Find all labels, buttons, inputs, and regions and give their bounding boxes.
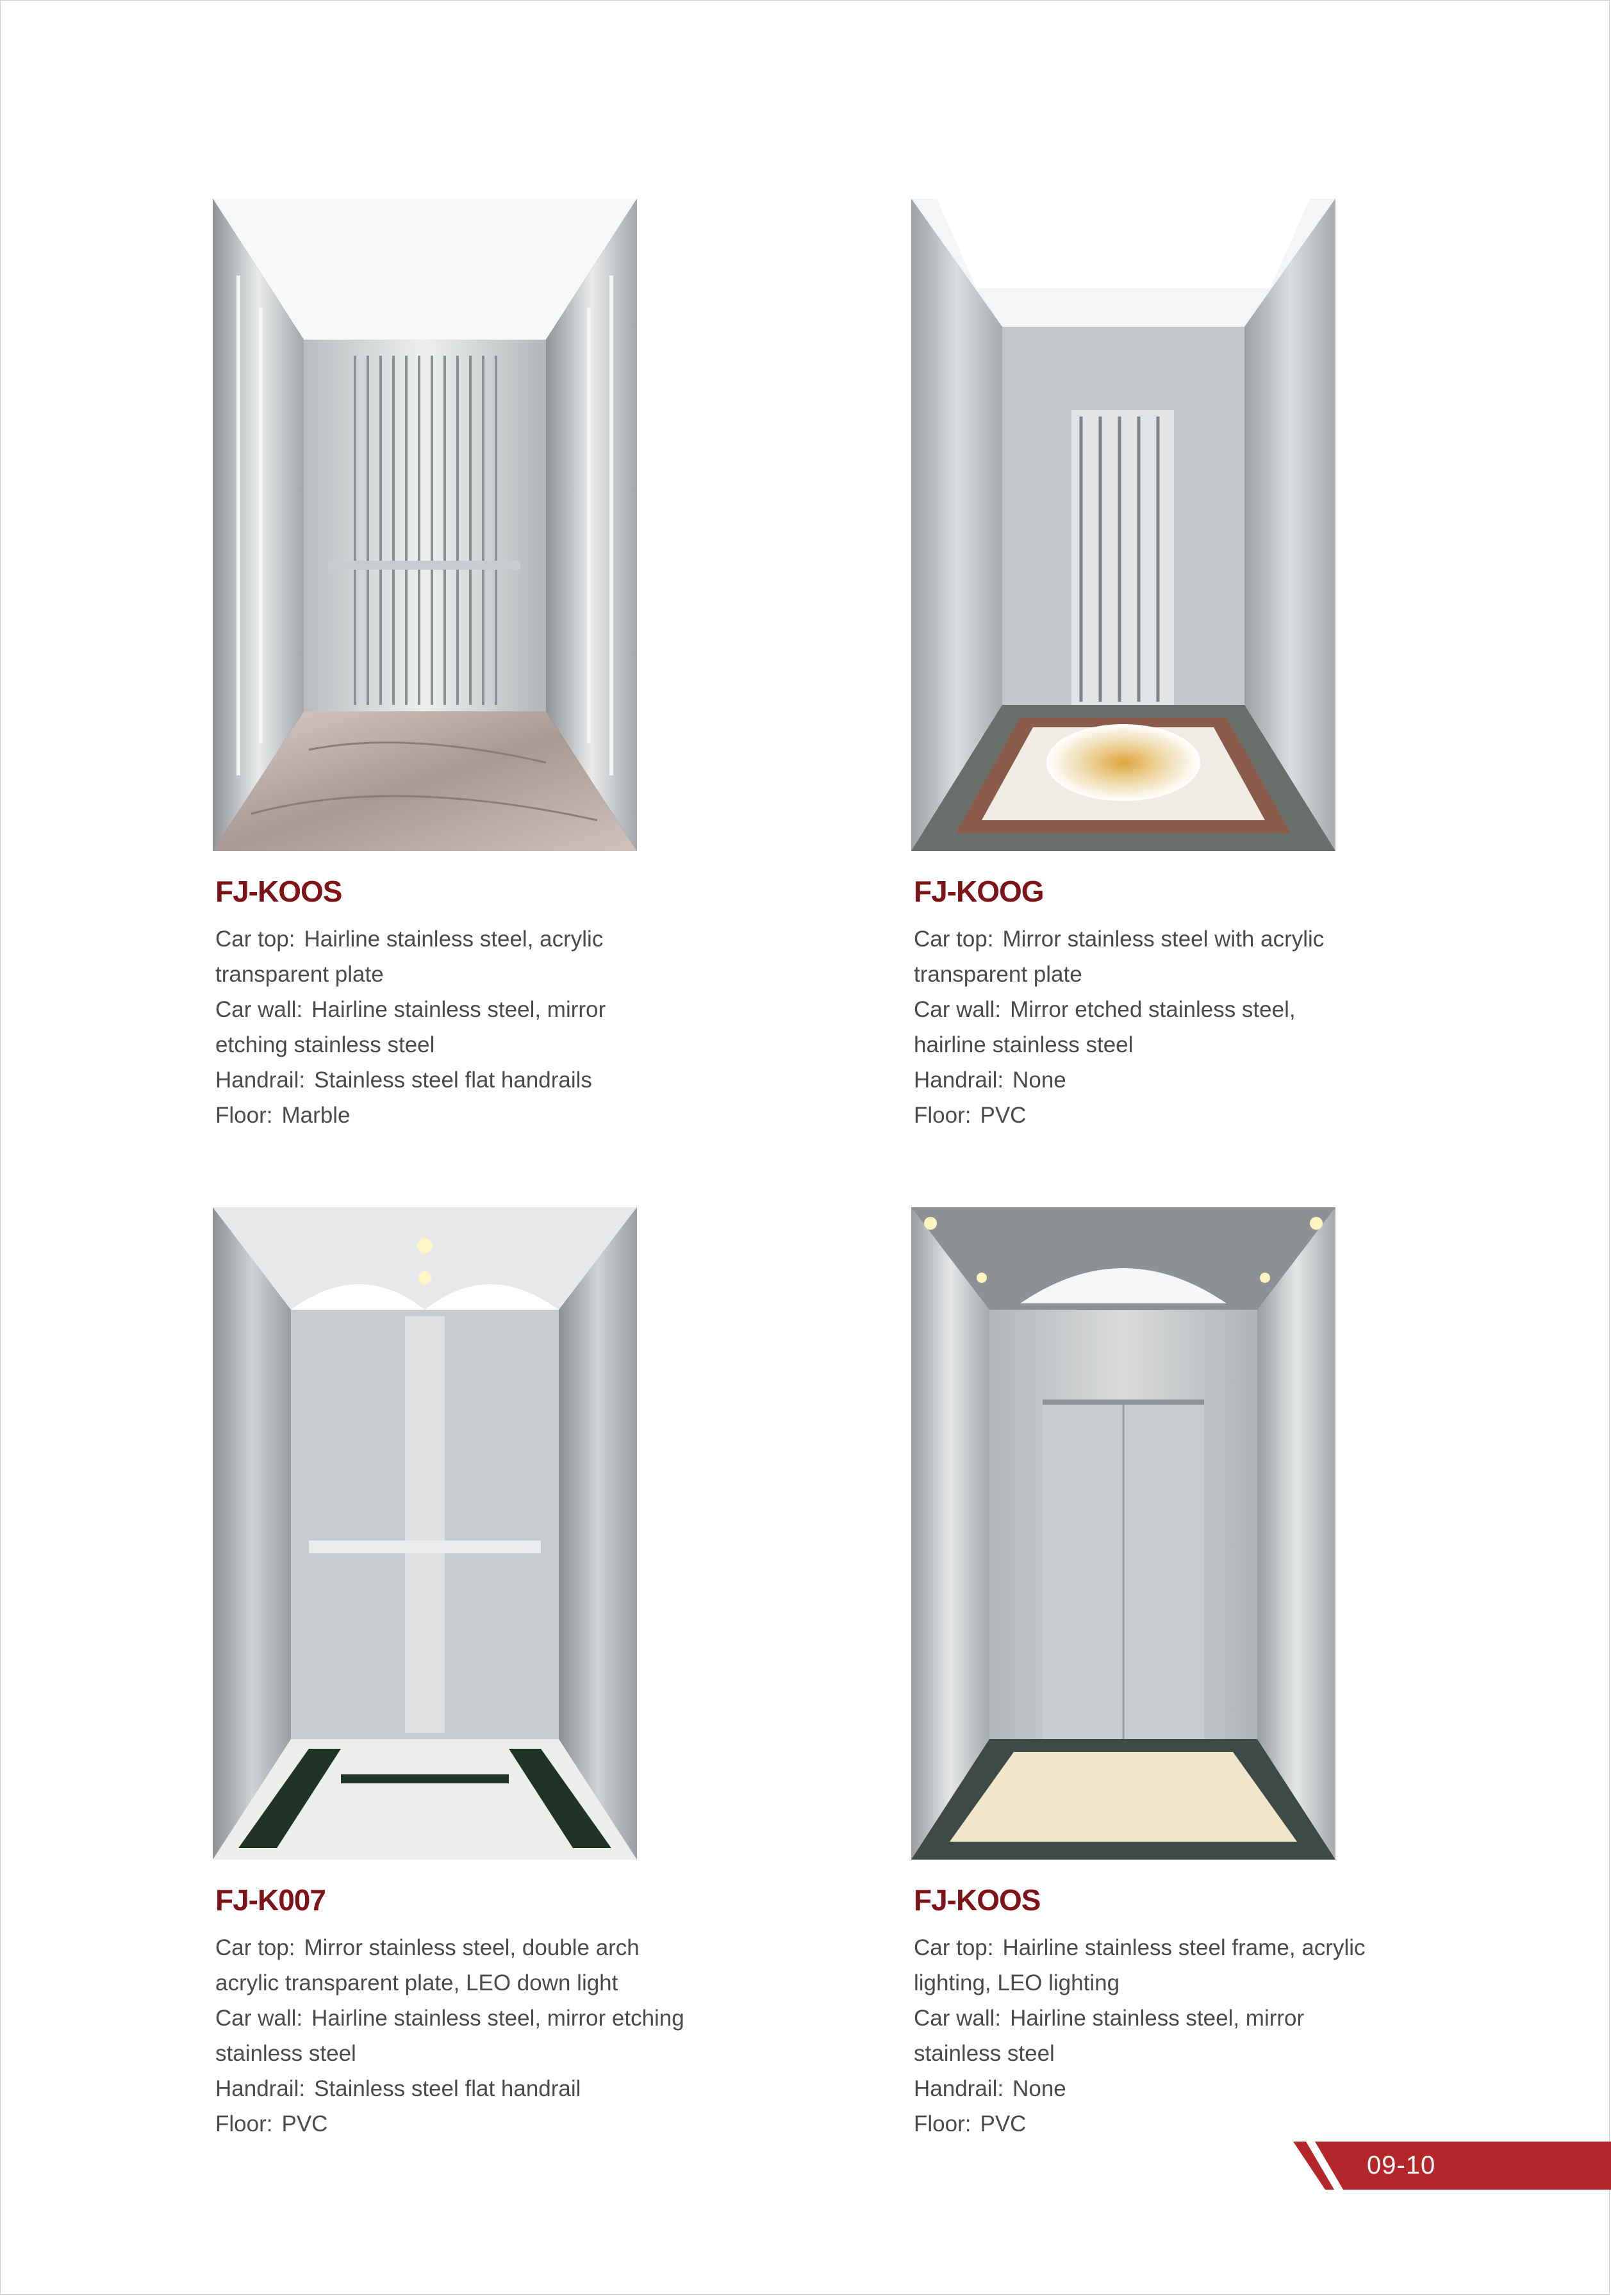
spec-car-wall: Car wall: Hairline stainless steel, mirror etching stainless steel (215, 997, 606, 1057)
spec-floor: Floor: PVC (215, 2111, 328, 2136)
spec-handrail: Handrail: Stainless steel flat handrail (215, 2076, 581, 2101)
spec-floor: Floor: PVC (914, 1103, 1027, 1128)
spec-handrail: Handrail: Stainless steel flat handrails (215, 1068, 592, 1093)
spec-car-top: Car top: Hairline stainless steel, acrylic transparent plate (215, 927, 604, 987)
spec-car-wall: Car wall: Hairline stainless steel, mirror etching stainless steel (215, 2006, 684, 2066)
spec-car-top: Car top: Hairline stainless steel frame, acrylic lighting, LEO lighting (914, 1935, 1366, 1995)
elevator-cabin-image (911, 1207, 1335, 1860)
elevator-photo-1 (213, 199, 637, 851)
spec-floor: Floor: Marble (215, 1103, 351, 1128)
spec-list (914, 921, 1491, 1133)
spec-car-wall: Car wall: Mirror etched stainless steel, hairline stainless steel (914, 997, 1296, 1057)
spec-floor: Floor: PVC (914, 2111, 1027, 2136)
elevator-cabin-image (213, 199, 637, 851)
spec-car-wall: Car wall: Hairline stainless steel, mirror stainless steel (914, 2006, 1305, 2066)
model-name: FJ-KOOG (914, 875, 1044, 908)
elevator-cabin-image (213, 1207, 637, 1860)
model-name: FJ-K007 (215, 1883, 326, 1917)
model-name: FJ-KOOS (215, 875, 342, 908)
elevator-photo-2 (911, 199, 1335, 851)
elevator-photo-4 (911, 1207, 1335, 1860)
spec-list (914, 1930, 1491, 2142)
spec-handrail: Handrail: None (914, 2076, 1066, 2101)
elevator-cabin-image (911, 199, 1335, 851)
model-name: FJ-KOOS (914, 1883, 1041, 1917)
spec-handrail: Handrail: None (914, 1068, 1066, 1093)
page-number: 09-10 (1367, 2151, 1436, 2179)
spec-car-top: Car top: Mirror stainless steel with acrylic transparent plate (914, 927, 1325, 987)
page-number-tab (1293, 2142, 1611, 2190)
spec-list (215, 921, 792, 1133)
spec-car-top: Car top: Mirror stainless steel, double arch acrylic transparent plate, LEO down light (215, 1935, 640, 1995)
spec-list (215, 1930, 792, 2142)
elevator-photo-3 (213, 1207, 637, 1860)
